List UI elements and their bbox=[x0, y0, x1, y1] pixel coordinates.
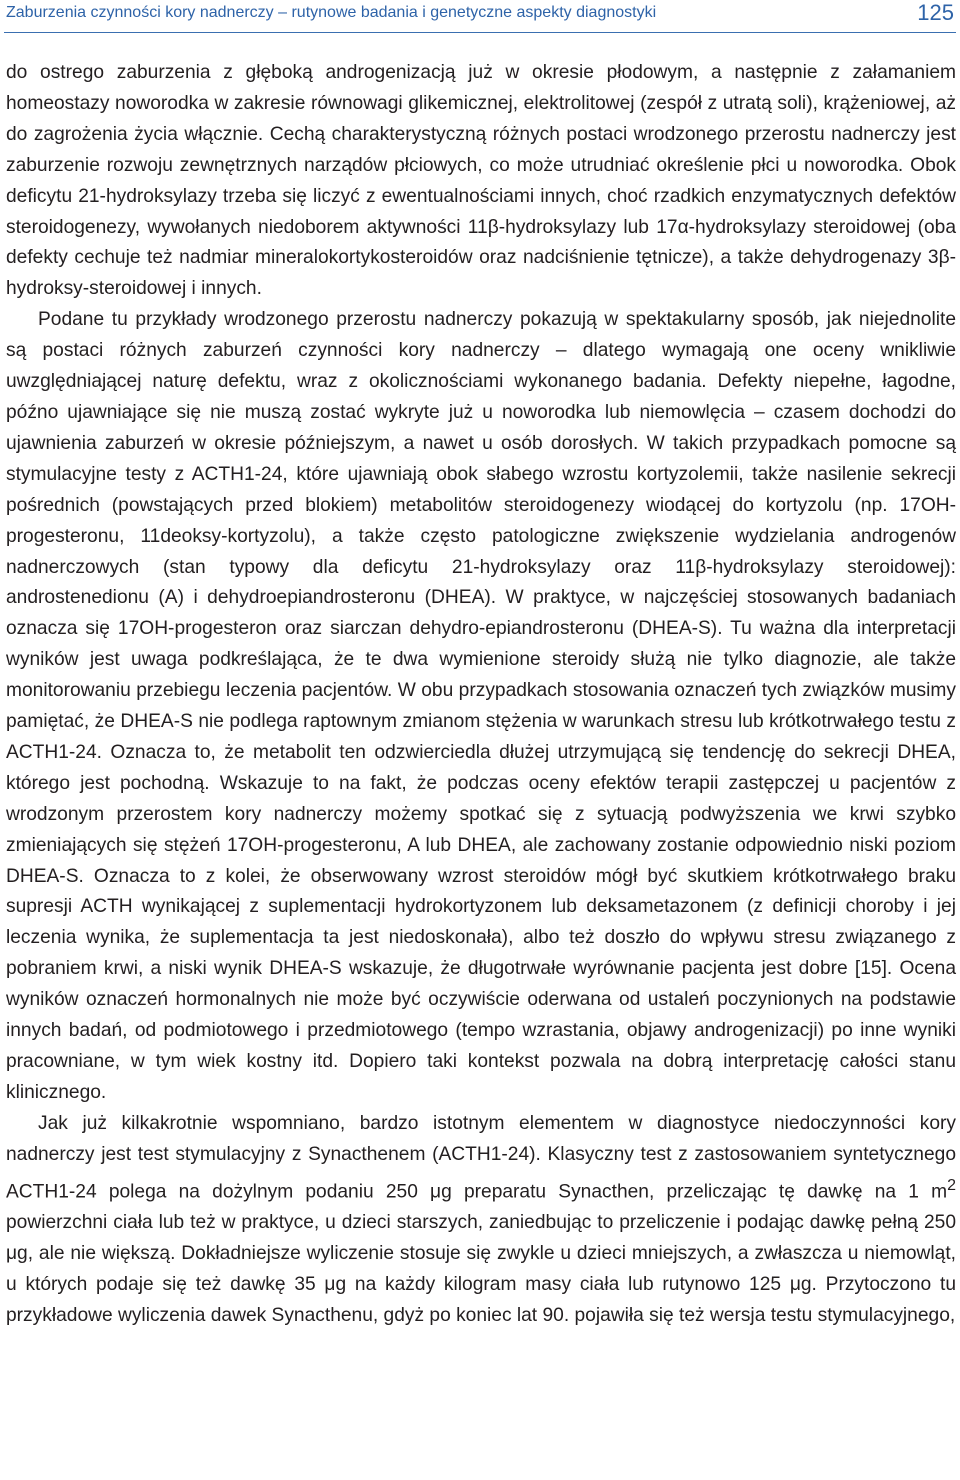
paragraph-1: do ostrego zaburzenia z głęboką androgenizacją już w okresie płodowym, a następnie z załamaniem homeostazy noworodka w zakresie równowagi glikemicznej, elektrolitowej (zespół z utratą soli), krążeniowej, aż do zagrożenia życia włącznie. Cechą charakterystyczną różnych postaci wrodzonego przerostu nadnerczy jest zaburzenie rozwoju zewnętrznych narządów płciowych, co może utrudniać określenie płci u noworodka. Obok deficytu 21-hydroksylazy trzeba się liczyć z ewentualnościami innych, choć rzadkich enzymatycznych defektów steroidogenezy, wywołanych niedoborem aktywności 11β-hydroksylazy lub 17α-hydroksylazy steroidowej (oba defekty cechuje też nadmiar mineralokortykosteroidów oraz nadciśnienie tętnicze), a także dehydrogenazy 3β-hydroksy-steroidowej i innych. bbox=[6, 62, 956, 300]
paragraph-3 bbox=[6, 1109, 956, 1332]
superscript-2: 2 bbox=[947, 1176, 956, 1194]
running-header bbox=[4, 0, 956, 33]
page-number: 125 bbox=[917, 0, 954, 25]
paragraph-3-part-2: powierzchni ciała lub też w praktyce, u dzieci starszych, zaniedbując to przeliczenie i podając dawkę pełną 250 μg, ale nie większą. Dokładniejsze wyliczenie stosuje się zwykle u dzieci mniejszych, a zwłaszcza u niemowląt, u których podaje się też dawkę 35 μg na każdy kilogram masy ciała lub rutynowo 125 μg. Przytoczono tu przykładowe wyliczenia dawek Synacthenu, gdyż po koniec lat 90. pojawiła się też wersja testu stymulacyjnego, bbox=[6, 1211, 956, 1326]
paragraph-2: Podane tu przykłady wrodzonego przerostu nadnerczy pokazują w spektakularny sposób, jak niejednolite są postaci różnych zaburzeń czynności kory nadnerczy – dlatego wymagają one oceny wnikliwie uwzględniającej naturę defektu, wraz z okolicznościami wykonanego badania. Defekty niepełne, łagodne, późno ujawniające się nie muszą zostać wykryte już u noworodka lub niemowlęcia – czasem dochodzi do ujawnienia zaburzeń w okresie późniejszym, a nawet u osób dorosłych. W takich przypadkach pomocne są stymulacyjne testy z ACTH1-24, które ujawniają obok słabego wzrostu kortyzolemii, także nasilenie sekrecji pośrednich (powstających przed blokiem) metabolitów steroidogenezy wiodącej do kortyzolu (np. 17OH-progesteronu, 11deoksy-kortyzolu), a także często patologiczne zwiększenie wydzielania androgenów nadnerczowych (stan typowy dla deficytu 21-hydroksylazy oraz 11β-hydroksylazy steroidowej): androstenedionu (A) i dehydroepiandrosteronu (DHEA). W praktyce, w najczęściej stosowanych badaniach oznacza się 17OH-progesteron oraz siarczan dehydro-epiandrosteronu (DHEA-S). Tu ważna dla interpretacji wyników jest uwaga podkreślająca, że te dwa wymienione steroidy służą nie tylko diagnozie, ale także monitorowaniu przebiegu leczenia pacjentów. W obu przypadkach stosowania oznaczeń tych związków musimy pamiętać, że DHEA-S nie podlega raptownym zmianom stężenia w warunkach stresu lub krótkotrwałego testu z ACTH1-24. Oznacza to, że metabolit ten odzwierciedla dłużej utrzymującą się tendencję do sekrecji DHEA, którego jest pochodną. Wskazuje to na fakt, że podczas oceny efektów terapii zastępczej u pacjentów z wrodzonym przerostem kory nadnerczy możemy spotkać się z sytuacją podwyższenia we krwi szybko zmieniających się stężeń 17OH-progesteronu, A lub DHEA, ale zachowany zostanie odpowiednio niski poziom DHEA-S. Oznacza to z kolei, że obserwowany wzrost steroidów mógł być skutkiem krótkotrwałego braku supresji ACTH wynikającej z suplementacji hydrokortyzonem lub deksametazonem (z definicji choroby i jej leczenia wynika, że suplementacja ta jest niedoskonała), albo też doszło do wpływu stresu związanego z pobraniem krwi, a niski wynik DHEA-S wskazuje, że długotrwałe wyrównanie pacjenta jest dobre [15]. Ocena wyników oznaczeń hormonalnych nie może być oczywiście oderwana od ustaleń poczynionych na podstawie innych badań, od podmiotowego i przedmiotowego (tempo wzrastania, objawy androgenizacji) po inne wyniki pracowniane, w tym wiek kostny itd. Dopiero taki kontekst pozwala na dobrą interpretację całości stanu klinicznego. bbox=[6, 309, 956, 1103]
running-title: Zaburzenia czynności kory nadnerczy – rutynowe badania i genetyczne aspekty diagnostyki bbox=[6, 4, 657, 21]
body-text bbox=[6, 58, 956, 1332]
paragraph-3-part-1: Jak już kilkakrotnie wspomniano, bardzo istotnym elementem w diagnostyce niedoczynności kory nadnerczy jest test stymulacyjny z Synacthenem (ACTH1-24). Klasyczny test z zastosowaniem syntetycznego ACTH1-24 polega na dożylnym podaniu 250 μg preparatu Synacthen, przeliczając tę dawkę na 1 m bbox=[6, 1112, 956, 1203]
